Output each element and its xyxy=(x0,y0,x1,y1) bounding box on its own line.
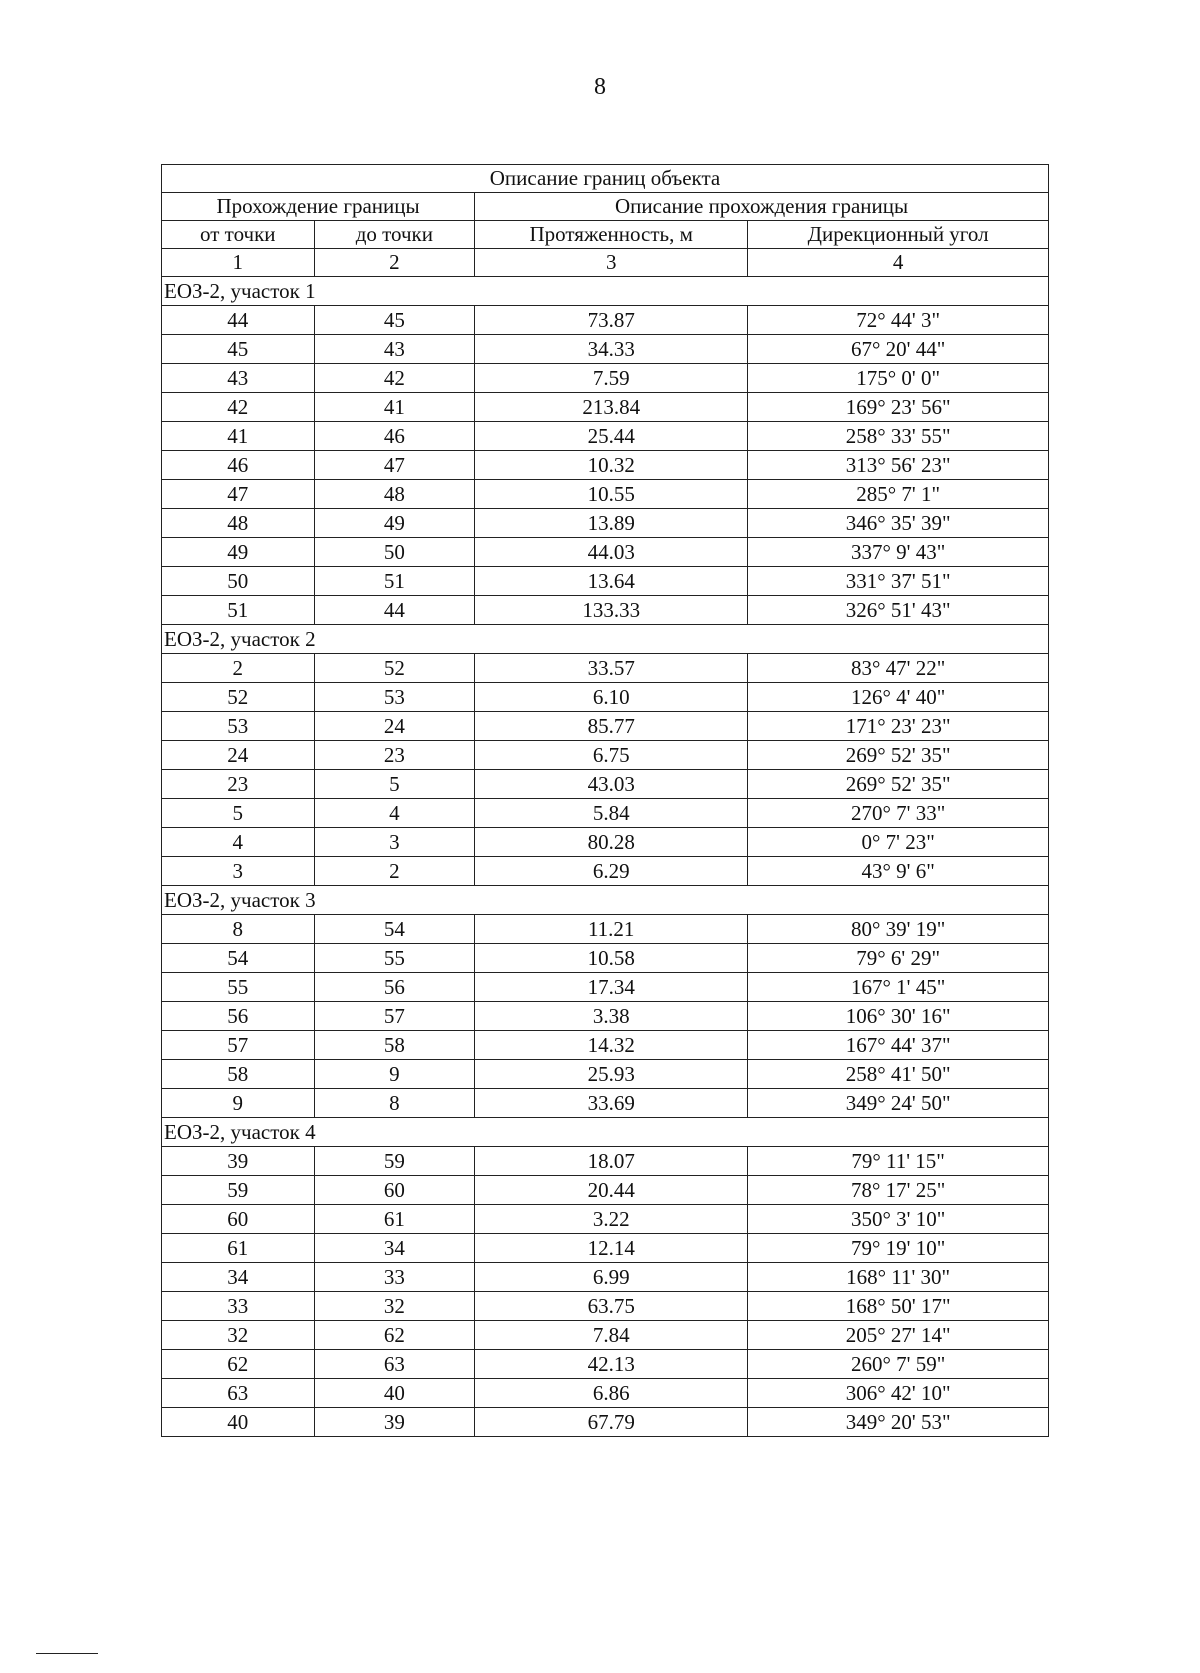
cell-length: 80.28 xyxy=(475,828,748,857)
column-header-direction-angle: Дирекционный угол xyxy=(748,221,1049,249)
cell-direction-angle: 331° 37' 51" xyxy=(748,567,1049,596)
cell-direction-angle: 168° 50' 17" xyxy=(748,1292,1049,1321)
table-row xyxy=(162,1147,1049,1176)
table-row xyxy=(162,1089,1049,1118)
cell-to-point: 3 xyxy=(314,828,475,857)
cell-to-point: 40 xyxy=(314,1379,475,1408)
section-row xyxy=(162,886,1049,915)
section-title: ЕОЗ-2, участок 1 xyxy=(162,277,1049,306)
column-number: 3 xyxy=(475,249,748,277)
cell-length: 213.84 xyxy=(475,393,748,422)
cell-to-point: 48 xyxy=(314,480,475,509)
cell-length: 12.14 xyxy=(475,1234,748,1263)
cell-direction-angle: 106° 30' 16" xyxy=(748,1002,1049,1031)
cell-length: 20.44 xyxy=(475,1176,748,1205)
table-row xyxy=(162,509,1049,538)
table-row xyxy=(162,1205,1049,1234)
cell-from-point: 52 xyxy=(162,683,315,712)
cell-from-point: 48 xyxy=(162,509,315,538)
cell-to-point: 8 xyxy=(314,1089,475,1118)
column-header-from-point: от точки xyxy=(162,221,315,249)
group-header-description: Описание прохождения границы xyxy=(475,193,1049,221)
cell-length: 6.10 xyxy=(475,683,748,712)
cell-direction-angle: 313° 56' 23" xyxy=(748,451,1049,480)
cell-from-point: 3 xyxy=(162,857,315,886)
cell-from-point: 8 xyxy=(162,915,315,944)
cell-length: 73.87 xyxy=(475,306,748,335)
table-row xyxy=(162,567,1049,596)
table-row xyxy=(162,915,1049,944)
cell-from-point: 60 xyxy=(162,1205,315,1234)
cell-length: 42.13 xyxy=(475,1350,748,1379)
page-number: 8 xyxy=(594,74,606,100)
cell-direction-angle: 175° 0' 0" xyxy=(748,364,1049,393)
table-row xyxy=(162,944,1049,973)
cell-from-point: 32 xyxy=(162,1321,315,1350)
cell-direction-angle: 167° 44' 37" xyxy=(748,1031,1049,1060)
cell-direction-angle: 79° 19' 10" xyxy=(748,1234,1049,1263)
table-row xyxy=(162,857,1049,886)
cell-length: 85.77 xyxy=(475,712,748,741)
cell-length: 25.44 xyxy=(475,422,748,451)
cell-direction-angle: 270° 7' 33" xyxy=(748,799,1049,828)
cell-to-point: 45 xyxy=(314,306,475,335)
cell-to-point: 4 xyxy=(314,799,475,828)
cell-direction-angle: 326° 51' 43" xyxy=(748,596,1049,625)
cell-direction-angle: 349° 24' 50" xyxy=(748,1089,1049,1118)
cell-to-point: 54 xyxy=(314,915,475,944)
cell-direction-angle: 168° 11' 30" xyxy=(748,1263,1049,1292)
cell-direction-angle: 258° 33' 55" xyxy=(748,422,1049,451)
boundary-table-body xyxy=(162,165,1049,1437)
cell-to-point: 42 xyxy=(314,364,475,393)
section-row xyxy=(162,625,1049,654)
cell-from-point: 55 xyxy=(162,973,315,1002)
cell-length: 6.75 xyxy=(475,741,748,770)
cell-length: 11.21 xyxy=(475,915,748,944)
table-row xyxy=(162,1002,1049,1031)
cell-from-point: 59 xyxy=(162,1176,315,1205)
cell-direction-angle: 169° 23' 56" xyxy=(748,393,1049,422)
column-header-to-point: до точки xyxy=(314,221,475,249)
cell-from-point: 49 xyxy=(162,538,315,567)
section-title: ЕОЗ-2, участок 3 xyxy=(162,886,1049,915)
cell-from-point: 53 xyxy=(162,712,315,741)
column-number: 4 xyxy=(748,249,1049,277)
cell-direction-angle: 258° 41' 50" xyxy=(748,1060,1049,1089)
cell-to-point: 60 xyxy=(314,1176,475,1205)
cell-to-point: 23 xyxy=(314,741,475,770)
cell-to-point: 43 xyxy=(314,335,475,364)
cell-from-point: 41 xyxy=(162,422,315,451)
cell-from-point: 45 xyxy=(162,335,315,364)
cell-from-point: 42 xyxy=(162,393,315,422)
cell-to-point: 33 xyxy=(314,1263,475,1292)
cell-to-point: 34 xyxy=(314,1234,475,1263)
table-row xyxy=(162,480,1049,509)
cell-direction-angle: 205° 27' 14" xyxy=(748,1321,1049,1350)
cell-direction-angle: 126° 4' 40" xyxy=(748,683,1049,712)
table-row xyxy=(162,393,1049,422)
cell-from-point: 51 xyxy=(162,596,315,625)
cell-from-point: 63 xyxy=(162,1379,315,1408)
cell-length: 13.64 xyxy=(475,567,748,596)
table-row xyxy=(162,538,1049,567)
cell-from-point: 62 xyxy=(162,1350,315,1379)
cell-to-point: 5 xyxy=(314,770,475,799)
cell-length: 33.57 xyxy=(475,654,748,683)
cell-direction-angle: 80° 39' 19" xyxy=(748,915,1049,944)
cell-from-point: 61 xyxy=(162,1234,315,1263)
cell-from-point: 23 xyxy=(162,770,315,799)
cell-direction-angle: 72° 44' 3" xyxy=(748,306,1049,335)
cell-length: 6.86 xyxy=(475,1379,748,1408)
cell-length: 5.84 xyxy=(475,799,748,828)
table-row xyxy=(162,1292,1049,1321)
column-number-row xyxy=(162,249,1049,277)
cell-to-point: 32 xyxy=(314,1292,475,1321)
cell-from-point: 50 xyxy=(162,567,315,596)
cell-to-point: 53 xyxy=(314,683,475,712)
cell-to-point: 24 xyxy=(314,712,475,741)
cell-to-point: 62 xyxy=(314,1321,475,1350)
cell-from-point: 9 xyxy=(162,1089,315,1118)
cell-length: 3.38 xyxy=(475,1002,748,1031)
cell-length: 133.33 xyxy=(475,596,748,625)
column-header-length: Протяженность, м xyxy=(475,221,748,249)
cell-direction-angle: 350° 3' 10" xyxy=(748,1205,1049,1234)
cell-to-point: 9 xyxy=(314,1060,475,1089)
cell-length: 25.93 xyxy=(475,1060,748,1089)
cell-direction-angle: 285° 7' 1" xyxy=(748,480,1049,509)
section-title: ЕОЗ-2, участок 4 xyxy=(162,1118,1049,1147)
cell-from-point: 56 xyxy=(162,1002,315,1031)
cell-to-point: 58 xyxy=(314,1031,475,1060)
cell-length: 44.03 xyxy=(475,538,748,567)
table-row xyxy=(162,828,1049,857)
table-row xyxy=(162,364,1049,393)
table-row xyxy=(162,973,1049,1002)
cell-direction-angle: 269° 52' 35" xyxy=(748,770,1049,799)
table-row xyxy=(162,335,1049,364)
table-row xyxy=(162,1379,1049,1408)
cell-to-point: 63 xyxy=(314,1350,475,1379)
section-title: ЕОЗ-2, участок 2 xyxy=(162,625,1049,654)
table-title-row xyxy=(162,165,1049,193)
cell-direction-angle: 269° 52' 35" xyxy=(748,741,1049,770)
cell-from-point: 47 xyxy=(162,480,315,509)
cell-length: 6.99 xyxy=(475,1263,748,1292)
cell-direction-angle: 78° 17' 25" xyxy=(748,1176,1049,1205)
table-row xyxy=(162,654,1049,683)
cell-direction-angle: 43° 9' 6" xyxy=(748,857,1049,886)
table-row xyxy=(162,306,1049,335)
cell-from-point: 5 xyxy=(162,799,315,828)
cell-from-point: 57 xyxy=(162,1031,315,1060)
cell-direction-angle: 67° 20' 44" xyxy=(748,335,1049,364)
cell-length: 10.55 xyxy=(475,480,748,509)
cell-length: 10.58 xyxy=(475,944,748,973)
cell-length: 43.03 xyxy=(475,770,748,799)
column-number: 1 xyxy=(162,249,315,277)
table-row xyxy=(162,741,1049,770)
cell-from-point: 43 xyxy=(162,364,315,393)
table-row xyxy=(162,422,1049,451)
boundary-table xyxy=(161,164,1049,1437)
footer-divider xyxy=(36,1653,98,1654)
cell-length: 14.32 xyxy=(475,1031,748,1060)
cell-to-point: 39 xyxy=(314,1408,475,1437)
cell-direction-angle: 79° 11' 15" xyxy=(748,1147,1049,1176)
cell-to-point: 51 xyxy=(314,567,475,596)
column-number: 2 xyxy=(314,249,475,277)
cell-to-point: 50 xyxy=(314,538,475,567)
cell-length: 3.22 xyxy=(475,1205,748,1234)
column-header-row xyxy=(162,221,1049,249)
cell-length: 6.29 xyxy=(475,857,748,886)
cell-to-point: 41 xyxy=(314,393,475,422)
cell-direction-angle: 337° 9' 43" xyxy=(748,538,1049,567)
cell-from-point: 24 xyxy=(162,741,315,770)
table-row xyxy=(162,1031,1049,1060)
cell-length: 10.32 xyxy=(475,451,748,480)
cell-direction-angle: 171° 23' 23" xyxy=(748,712,1049,741)
cell-length: 13.89 xyxy=(475,509,748,538)
cell-length: 34.33 xyxy=(475,335,748,364)
cell-to-point: 57 xyxy=(314,1002,475,1031)
cell-to-point: 56 xyxy=(314,973,475,1002)
cell-from-point: 44 xyxy=(162,306,315,335)
cell-direction-angle: 346° 35' 39" xyxy=(748,509,1049,538)
cell-to-point: 44 xyxy=(314,596,475,625)
cell-length: 18.07 xyxy=(475,1147,748,1176)
section-row xyxy=(162,277,1049,306)
cell-from-point: 2 xyxy=(162,654,315,683)
cell-length: 7.59 xyxy=(475,364,748,393)
cell-to-point: 46 xyxy=(314,422,475,451)
cell-to-point: 47 xyxy=(314,451,475,480)
cell-to-point: 55 xyxy=(314,944,475,973)
cell-from-point: 40 xyxy=(162,1408,315,1437)
cell-length: 17.34 xyxy=(475,973,748,1002)
cell-direction-angle: 306° 42' 10" xyxy=(748,1379,1049,1408)
cell-from-point: 54 xyxy=(162,944,315,973)
table-row xyxy=(162,1263,1049,1292)
table-title: Описание границ объекта xyxy=(162,165,1049,193)
cell-length: 63.75 xyxy=(475,1292,748,1321)
table-row xyxy=(162,1350,1049,1379)
section-row xyxy=(162,1118,1049,1147)
cell-direction-angle: 167° 1' 45" xyxy=(748,973,1049,1002)
cell-length: 33.69 xyxy=(475,1089,748,1118)
cell-direction-angle: 260° 7' 59" xyxy=(748,1350,1049,1379)
group-header-passage: Прохождение границы xyxy=(162,193,475,221)
cell-from-point: 46 xyxy=(162,451,315,480)
cell-length: 67.79 xyxy=(475,1408,748,1437)
cell-direction-angle: 83° 47' 22" xyxy=(748,654,1049,683)
table-row xyxy=(162,1176,1049,1205)
table-row xyxy=(162,451,1049,480)
cell-from-point: 34 xyxy=(162,1263,315,1292)
table-row xyxy=(162,770,1049,799)
cell-to-point: 52 xyxy=(314,654,475,683)
cell-to-point: 2 xyxy=(314,857,475,886)
table-row xyxy=(162,1234,1049,1263)
cell-direction-angle: 349° 20' 53" xyxy=(748,1408,1049,1437)
table-row xyxy=(162,596,1049,625)
cell-length: 7.84 xyxy=(475,1321,748,1350)
cell-to-point: 49 xyxy=(314,509,475,538)
group-header-row xyxy=(162,193,1049,221)
table-row xyxy=(162,1408,1049,1437)
table-row xyxy=(162,1060,1049,1089)
table-row xyxy=(162,1321,1049,1350)
boundary-table-container xyxy=(161,164,1049,1437)
cell-from-point: 33 xyxy=(162,1292,315,1321)
table-row xyxy=(162,683,1049,712)
cell-direction-angle: 0° 7' 23" xyxy=(748,828,1049,857)
cell-direction-angle: 79° 6' 29" xyxy=(748,944,1049,973)
cell-to-point: 59 xyxy=(314,1147,475,1176)
table-row xyxy=(162,712,1049,741)
cell-from-point: 39 xyxy=(162,1147,315,1176)
cell-to-point: 61 xyxy=(314,1205,475,1234)
cell-from-point: 4 xyxy=(162,828,315,857)
table-row xyxy=(162,799,1049,828)
cell-from-point: 58 xyxy=(162,1060,315,1089)
